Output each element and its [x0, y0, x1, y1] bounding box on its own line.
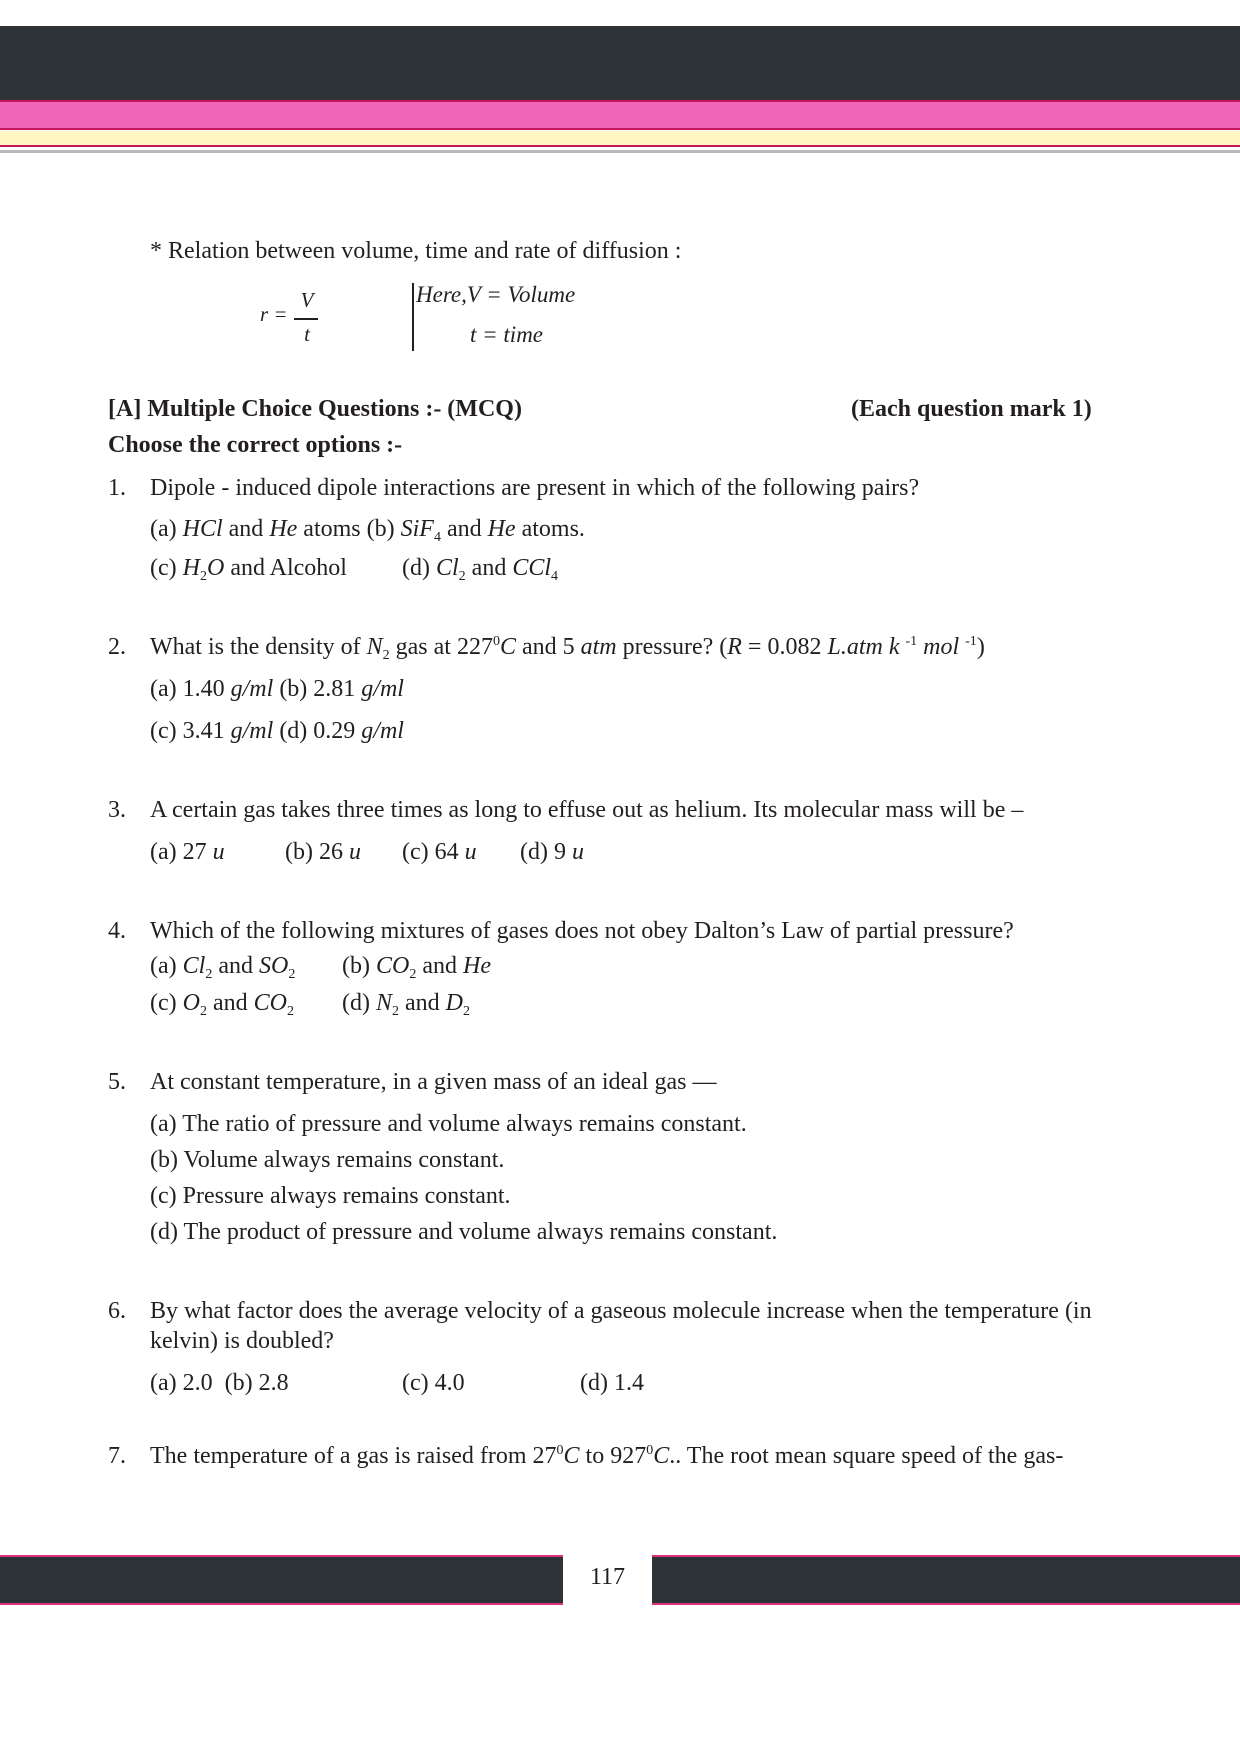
q6-number: 6. — [108, 1298, 126, 1324]
q4-option-d: (d) $N_2$ and $D_2$ — [342, 990, 470, 1019]
formula-note-volume: Here,V = Volume — [416, 282, 576, 307]
header-cream-band — [0, 131, 1240, 147]
q4-option-b: (b) $CO_2$ and He — [342, 953, 491, 982]
q3-option-c-label: (c) 64 — [402, 839, 459, 865]
q3-text: A certain gas takes three times as long to effuse out as helium. Its molecular mass will be – — [150, 797, 1024, 823]
q2-options-ab: (a) 1.40 g/ml (b) 2.81 g/ml — [150, 676, 404, 702]
q1-text: Dipole - induced dipole interactions are present in which of the following pairs? — [150, 475, 920, 501]
q6-option-d: (d) 1.4 — [580, 1370, 644, 1396]
q3-number: 3. — [108, 797, 126, 823]
formula-note-time: t = time — [470, 322, 544, 347]
formula-bar — [294, 318, 318, 320]
q5-option-a: (a) The ratio of pressure and volume always remains constant. — [150, 1111, 747, 1137]
footer-left-band — [0, 1555, 563, 1605]
q6-text-line1: By what factor does the average velocity of a gaseous molecule increase when the temperature (in — [150, 1298, 1092, 1324]
q3-option-a-label: (a) 27 — [150, 839, 207, 865]
q5-option-c: (c) Pressure always remains constant. — [150, 1183, 511, 1209]
q3-option-d — [520, 839, 584, 866]
q4-number: 4. — [108, 918, 126, 944]
q4-option-c: (c) $O_2$ and $CO_2$ — [150, 990, 294, 1019]
q3-option-c — [402, 839, 477, 866]
q3-unit-c: u — [464, 839, 477, 865]
q6-options-ab: (a) 2.0 (b) 2.8 — [150, 1370, 289, 1396]
q2-celsius: C — [499, 634, 516, 660]
q1-number: 1. — [108, 475, 126, 501]
formula-denominator: t — [304, 322, 310, 346]
section-heading: [A] Multiple Choice Questions :- (MCQ) — [108, 396, 522, 422]
q5-number: 5. — [108, 1069, 126, 1095]
q7-text: The temperature of a gas is raised from $27^0C$ to $927^0C$.. The root mean square speed of the gas- — [150, 1443, 1064, 1469]
q6-text-line2: kelvin) is doubled? — [150, 1328, 334, 1354]
q2-options-cd: (c) 3.41 g/ml (d) 0.29 g/ml — [150, 718, 404, 744]
instruction: Choose the correct options :- — [108, 432, 403, 458]
q3-unit-d: u — [571, 839, 584, 865]
q4-option-a: (a) $Cl_2$ and $SO_2$ — [150, 953, 296, 982]
q3-unit-b: u — [348, 839, 361, 865]
q2-degree-1: 0 — [492, 634, 500, 649]
marks-note: (Each question mark 1) — [851, 396, 1092, 422]
q5-option-b: (b) Volume always remains constant. — [150, 1147, 505, 1173]
header-dark-band — [0, 26, 1240, 100]
q5-text: At constant temperature, in a given mass of an ideal gas — — [150, 1069, 717, 1095]
page-number: 117 — [589, 1564, 626, 1590]
q1-option-d: (d) $Cl_2$ and CCl$_4$ — [402, 555, 559, 584]
q1-option-c: (c) $H_2O$ and Alcohol — [150, 555, 347, 584]
q3-option-b-label: (b) 26 — [285, 839, 343, 865]
formula-divider — [412, 283, 414, 351]
header-rule — [0, 150, 1240, 153]
q5-option-d: (d) The product of pressure and volume always remains constant. — [150, 1219, 778, 1245]
footer-right-band — [652, 1555, 1240, 1605]
q3-option-a — [150, 839, 225, 866]
q3-option-b — [285, 839, 361, 866]
q2-text: What is the density of $N_2$ gas at $227^0C$ and 5 atm pressure? (R = 0.082 L.atm k $^{-1}$ mol $^{-1}$) — [150, 634, 985, 663]
q3-unit-a: u — [212, 839, 225, 865]
q1-options-ab: (a) HCl and He atoms (b) SiF$_4$ and He atoms. — [150, 516, 585, 545]
formula-lhs: r = — [260, 302, 288, 326]
header-pink-band — [0, 100, 1240, 130]
relation-text: * Relation between volume, time and rate of diffusion : — [150, 238, 682, 264]
q6-option-c: (c) 4.0 — [402, 1370, 465, 1396]
formula-numerator: V — [300, 288, 314, 312]
q7-number: 7. — [108, 1443, 126, 1469]
q2-number: 2. — [108, 634, 126, 660]
q3-option-d-label: (d) 9 — [520, 839, 566, 865]
q4-text: Which of the following mixtures of gases does not obey Dalton’s Law of partial pressure? — [150, 918, 1014, 944]
